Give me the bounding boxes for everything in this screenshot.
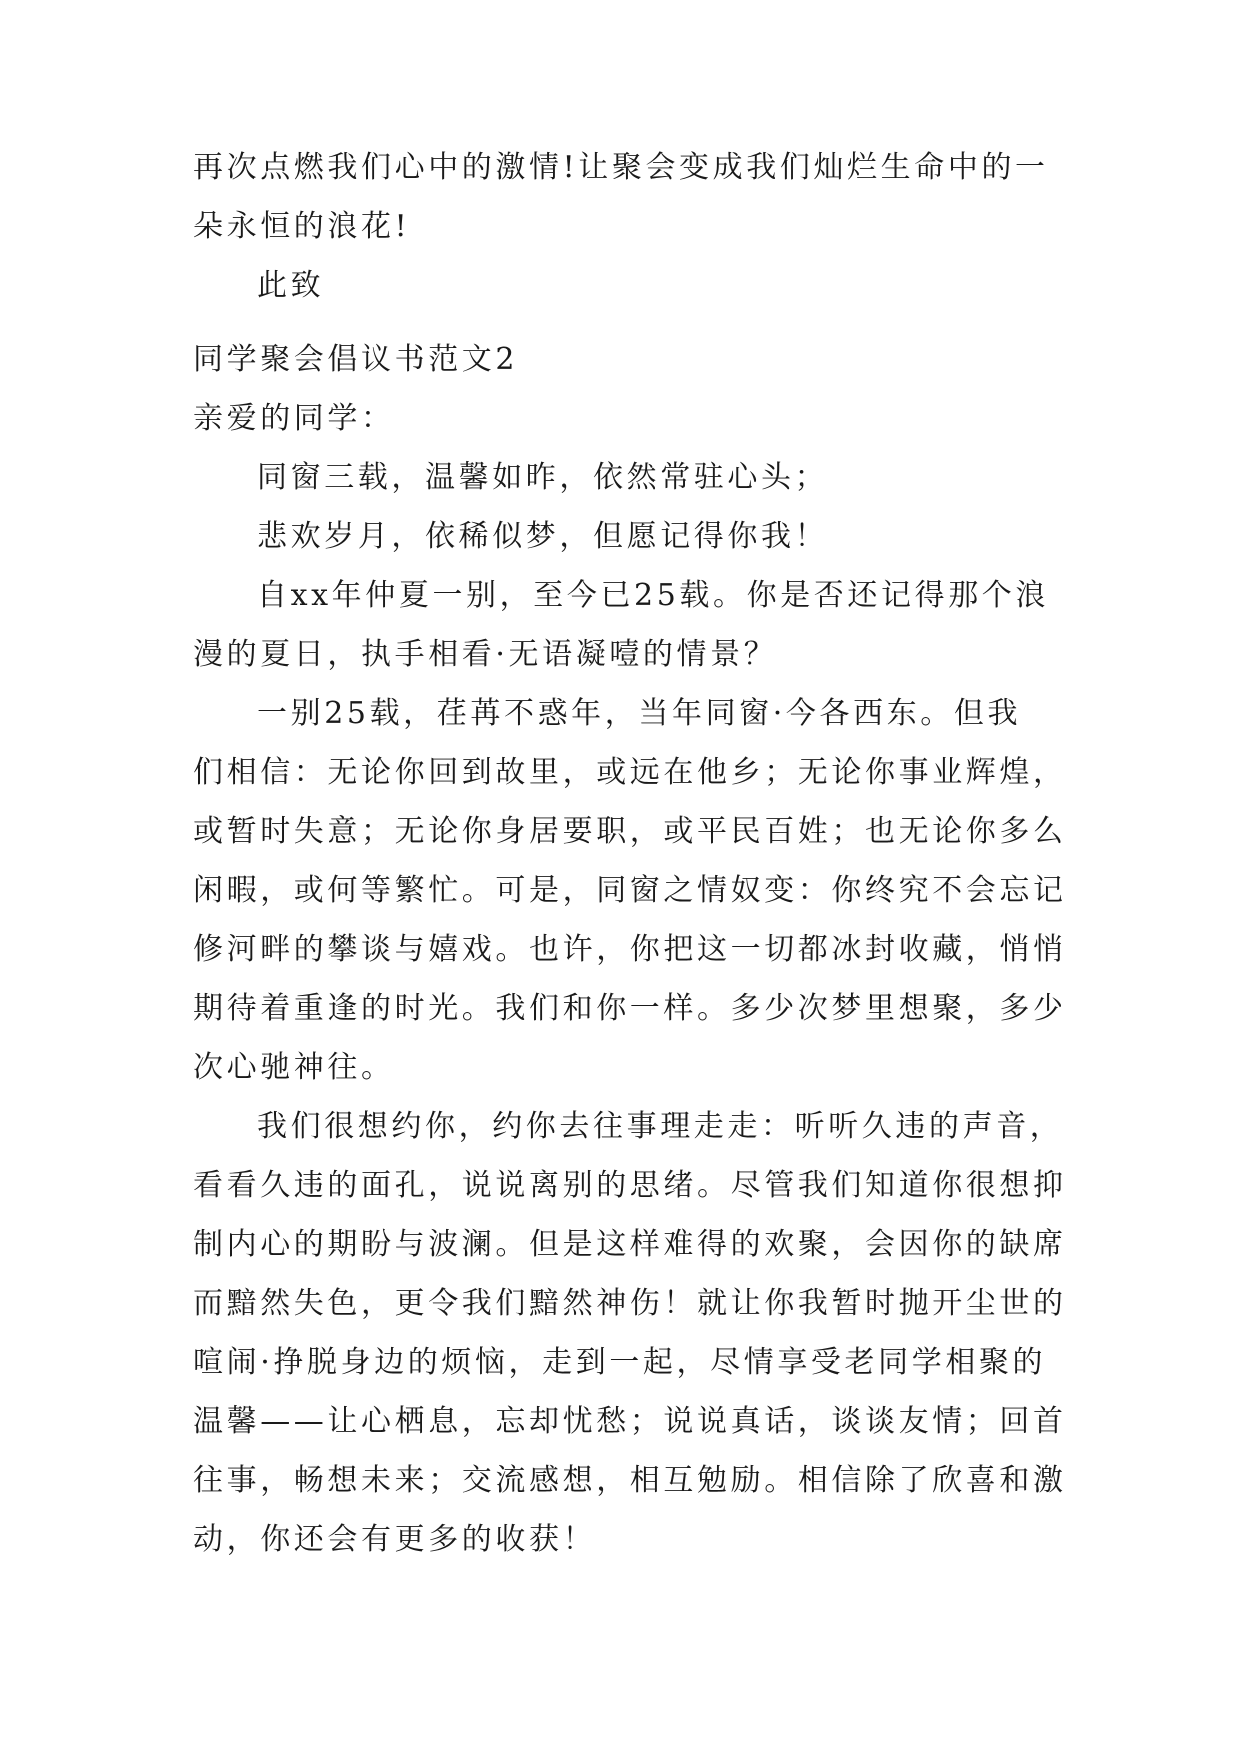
closing-line: 此致 <box>257 268 325 303</box>
paragraph-line: 动，你还会有更多的收获！ <box>193 1522 597 1557</box>
text-line: 朵永恒的浪花! <box>193 209 411 244</box>
salutation: 亲爱的同学： <box>193 401 395 436</box>
paragraph-line: 我们很想约你，约你去往事理走走：听听久违的声音， <box>257 1109 1064 1144</box>
section-title: 同学聚会倡议书范文2 <box>193 342 519 377</box>
paragraph-line: 喧闹·挣脱身边的烦恼，走到一起，尽情享受老同学相聚的 <box>193 1345 1047 1380</box>
paragraph-line: 看看久违的面孔，说说离别的思绪。尽管我们知道你很想抑 <box>193 1168 1067 1203</box>
paragraph-line: 期待着重逢的时光。我们和你一样。多少次梦里想聚，多少 <box>193 991 1067 1026</box>
verse-line: 悲欢岁月，依稀似梦，但愿记得你我！ <box>257 519 829 554</box>
paragraph-line: 漫的夏日，执手相看·无语凝噎的情景？ <box>193 637 778 672</box>
paragraph-line: 闲暇，或何等繁忙。可是，同窗之情奴变：你终究不会忘记 <box>193 873 1067 908</box>
paragraph-line: 往事，畅想未来；交流感想，相互勉励。相信除了欣喜和激 <box>193 1463 1067 1498</box>
paragraph-line: 温馨——让心栖息，忘却忧愁；说说真话，谈谈友情；回首 <box>193 1404 1067 1439</box>
paragraph-line: 修河畔的攀谈与嬉戏。也许，你把这一切都冰封收藏，悄悄 <box>193 932 1067 967</box>
verse-line: 同窗三载，温馨如昨，依然常驻心头； <box>257 460 829 495</box>
paragraph-line: 们相信：无论你回到故里，或远在他乡；无论你事业辉煌， <box>193 755 1067 790</box>
text-line: 再次点燃我们心中的激情!让聚会变成我们灿烂生命中的一 <box>193 150 1049 185</box>
paragraph-line: 次心驰神往。 <box>193 1050 395 1085</box>
paragraph-line: 而黯然失色，更令我们黯然神伤！就让你我暂时抛开尘世的 <box>193 1286 1067 1321</box>
paragraph-line: 自xx年仲夏一别，至今已25载。你是否还记得那个浪 <box>257 578 1050 613</box>
paragraph-line: 制内心的期盼与波澜。但是这样难得的欢聚，会因你的缺席 <box>193 1227 1067 1262</box>
section1-text <box>193 138 1063 315</box>
section2-text <box>193 330 1067 1569</box>
paragraph-line: 一别25载，荏苒不惑年，当年同窗·今各西东。但我 <box>257 696 1022 731</box>
paragraph-line: 或暂时失意；无论你身居要职，或平民百姓；也无论你多么 <box>193 814 1067 849</box>
